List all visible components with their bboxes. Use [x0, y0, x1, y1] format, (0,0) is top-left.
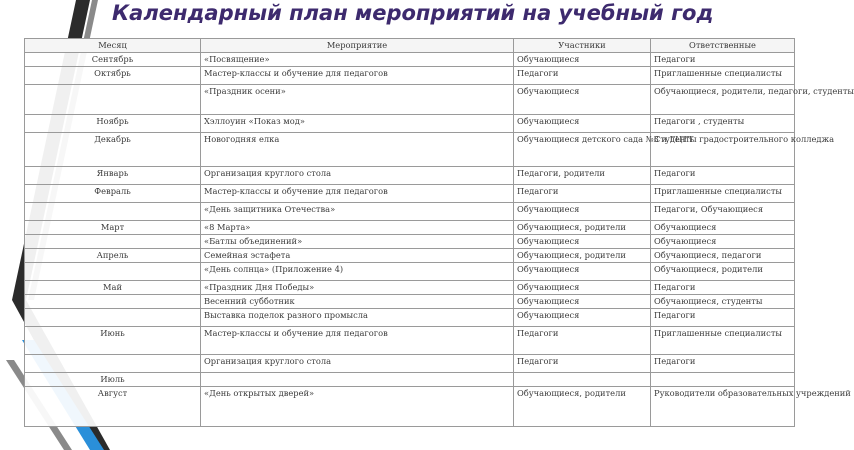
table-row [25, 234, 795, 248]
cell-participants: Обучающиеся, родители [514, 248, 651, 262]
cell-participants: Обучающиеся [514, 53, 651, 67]
table-row [25, 308, 795, 326]
cell-event: Семейная эстафета [201, 248, 514, 262]
cell-responsible: Педагоги [651, 308, 795, 326]
cell-month: Декабрь [25, 132, 201, 166]
cell-event: Мастер-классы и обучение для педагогов [201, 184, 514, 202]
cell-responsible: Студенты градостроительного колледжа [651, 132, 795, 166]
cell-responsible: Приглашенные специалисты [651, 184, 795, 202]
cell-event: Мастер-классы и обучение для педагогов [201, 326, 514, 354]
table-row [25, 386, 795, 426]
cell-responsible: Обучающиеся, родители [651, 262, 795, 280]
cell-event: Выставка поделок разного промысла [201, 308, 514, 326]
cell-month: Октябрь [25, 66, 201, 84]
cell-event: Организация круглого стола [201, 166, 514, 184]
table-row [25, 84, 795, 114]
cell-month: Сентябрь [25, 53, 201, 67]
cell-month [25, 202, 201, 220]
cell-responsible: Педагоги [651, 166, 795, 184]
cell-event: «Праздник Дня Победы» [201, 280, 514, 294]
table-row [25, 372, 795, 386]
cell-responsible: Обучающиеся [651, 220, 795, 234]
table-row [25, 114, 795, 132]
cell-participants: Обучающиеся [514, 114, 651, 132]
cell-month: Июль [25, 372, 201, 386]
table-row [25, 132, 795, 166]
header-responsible: Ответственные [651, 39, 795, 53]
cell-responsible: Педагоги , студенты [651, 114, 795, 132]
table-row [25, 280, 795, 294]
table-row [25, 66, 795, 84]
table-row [25, 248, 795, 262]
cell-responsible: Обучающиеся, родители, педагоги, студенты [651, 84, 795, 114]
table-row [25, 202, 795, 220]
cell-responsible: Приглашенные специалисты [651, 66, 795, 84]
cell-month: Август [25, 386, 201, 426]
cell-event: Организация круглого стола [201, 354, 514, 372]
cell-participants: Обучающиеся [514, 262, 651, 280]
cell-month: Январь [25, 166, 201, 184]
cell-month [25, 84, 201, 114]
cell-responsible: Приглашенные специалисты [651, 326, 795, 354]
cell-responsible: Обучающиеся, студенты [651, 294, 795, 308]
table-row [25, 53, 795, 67]
calendar-table [24, 38, 854, 427]
table-header-row [25, 39, 795, 53]
cell-month [25, 308, 201, 326]
table-row [25, 220, 795, 234]
cell-event: «День открытых дверей» [201, 386, 514, 426]
cell-month: Февраль [25, 184, 201, 202]
cell-participants: Обучающиеся, родители [514, 386, 651, 426]
cell-responsible: Руководители образовательных учреждений [651, 386, 795, 426]
cell-responsible: Обучающиеся, педагоги [651, 248, 795, 262]
cell-responsible: Обучающиеся [651, 234, 795, 248]
cell-month: Июнь [25, 326, 201, 354]
header-participants: Участники [514, 39, 651, 53]
table-row [25, 326, 795, 354]
cell-event: «День солнца» (Приложение 4) [201, 262, 514, 280]
cell-responsible [651, 372, 795, 386]
cell-month: Ноябрь [25, 114, 201, 132]
cell-event: Хэллоуин «Показ мод» [201, 114, 514, 132]
cell-event: Мастер-классы и обучение для педагогов [201, 66, 514, 84]
cell-event: «Посвящение» [201, 53, 514, 67]
cell-responsible: Педагоги [651, 280, 795, 294]
cell-month [25, 262, 201, 280]
cell-event: «День защитника Отечества» [201, 202, 514, 220]
cell-month [25, 294, 201, 308]
cell-event: Весенний субботник [201, 294, 514, 308]
cell-event [201, 372, 514, 386]
cell-event: Новогодняя елка [201, 132, 514, 166]
cell-responsible: Педагоги, Обучающиеся [651, 202, 795, 220]
header-month: Месяц [25, 39, 201, 53]
cell-responsible: Педагоги [651, 53, 795, 67]
cell-participants: Обучающиеся [514, 280, 651, 294]
table-row [25, 166, 795, 184]
cell-participants: Педагоги [514, 184, 651, 202]
cell-event: «8 Марта» [201, 220, 514, 234]
cell-month: Апрель [25, 248, 201, 262]
cell-participants: Педагоги, родители [514, 166, 651, 184]
cell-participants: Обучающиеся, родители [514, 220, 651, 234]
cell-month [25, 234, 201, 248]
cell-responsible: Педагоги [651, 354, 795, 372]
cell-participants: Обучающиеся [514, 308, 651, 326]
header-event: Мероприятие [201, 39, 514, 53]
cell-month: Май [25, 280, 201, 294]
table-row [25, 262, 795, 280]
cell-participants: Обучающиеся [514, 294, 651, 308]
cell-participants: Обучающиеся [514, 202, 651, 220]
cell-participants: Обучающиеся [514, 234, 651, 248]
cell-participants: Педагоги [514, 326, 651, 354]
cell-month [25, 354, 201, 372]
table-row [25, 354, 795, 372]
cell-participants [514, 372, 651, 386]
cell-participants: Педагоги [514, 354, 651, 372]
cell-event: «Батлы объединений» [201, 234, 514, 248]
table-row [25, 294, 795, 308]
cell-month: Март [25, 220, 201, 234]
cell-participants: Педагоги [514, 66, 651, 84]
cell-event: «Праздник осени» [201, 84, 514, 114]
table-row [25, 184, 795, 202]
cell-participants: Обучающиеся [514, 84, 651, 114]
cell-participants: Обучающиеся детского сада №3 и ГЦТТ [514, 132, 651, 166]
page-title: Календарный план мероприятий на учебный год [112, 1, 714, 25]
